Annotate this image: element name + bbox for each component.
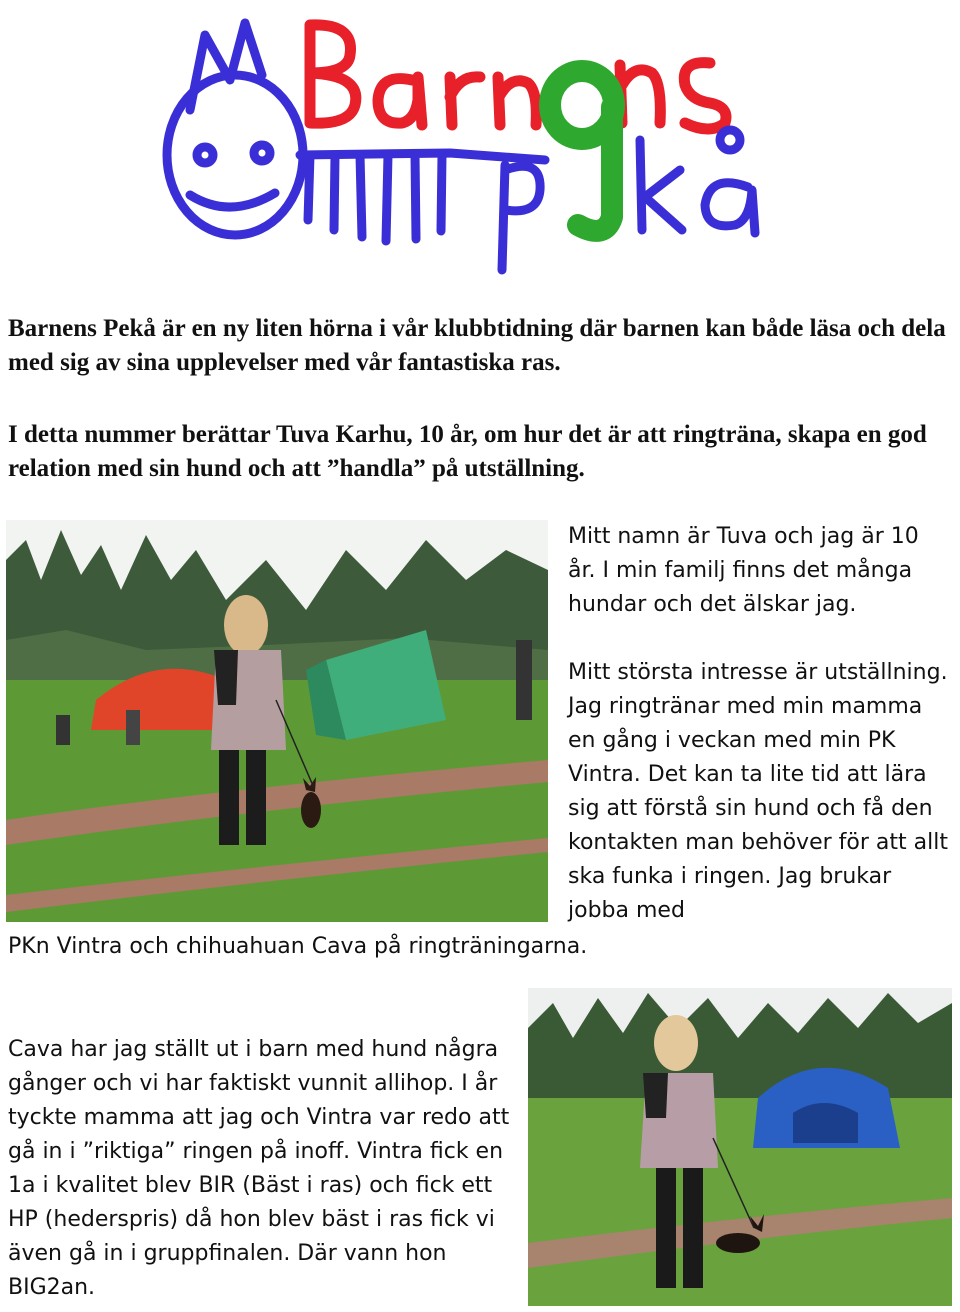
photo-ring-training-1	[6, 520, 548, 922]
article-paragraph-1: Mitt namn är Tuva och jag är 10 år. I min familj finns det många hundar och det älskar jag.	[568, 524, 919, 617]
article-continuation-line: PKn Vintra och chihuahuan Cava på ringträningarna.	[8, 934, 588, 959]
article-paragraph-3: Cava har jag ställt ut i barn med hund några gånger och vi har faktiskt vunnit allihop. I år tyckte mamma att jag och Vintra var redo att gå in i ”riktiga” ringen på inoff. Vintra fick en 1a i kvalitet blev BIR (Bäst i ras) och fick ett HP (hederspris) då hon blev bäst i ras fick vi även gå in i gruppfinalen. Där vann hon BIG2an.	[8, 1037, 510, 1300]
photo-2-image	[528, 988, 952, 1306]
photo-ring-training-2	[528, 988, 952, 1306]
article-paragraph-2: Mitt största intresse är utställning. Jag ringtränar med min mamma en gång i veckan med min PK Vintra. Det kan ta lite tid att lära sig att förstå sin hund och få den kontakten man behöver för att allt ska funka i ringen. Jag brukar jobba med	[568, 660, 948, 923]
logo-drawing	[150, 5, 790, 275]
intro-paragraph-1: Barnens Pekå är en ny liten hörna i vår klubbtidning där barnen kan både läsa och dela med sig av sina upplevelser med vår fantastiska ras.	[8, 315, 946, 376]
intro-paragraph-2: I detta nummer berättar Tuva Karhu, 10 år, om hur det är att ringträna, skapa en god relation med sin hund och att ”handla” på utställning.	[8, 421, 927, 482]
barnens-peka-logo	[150, 5, 790, 275]
photo-1-image	[6, 520, 548, 922]
